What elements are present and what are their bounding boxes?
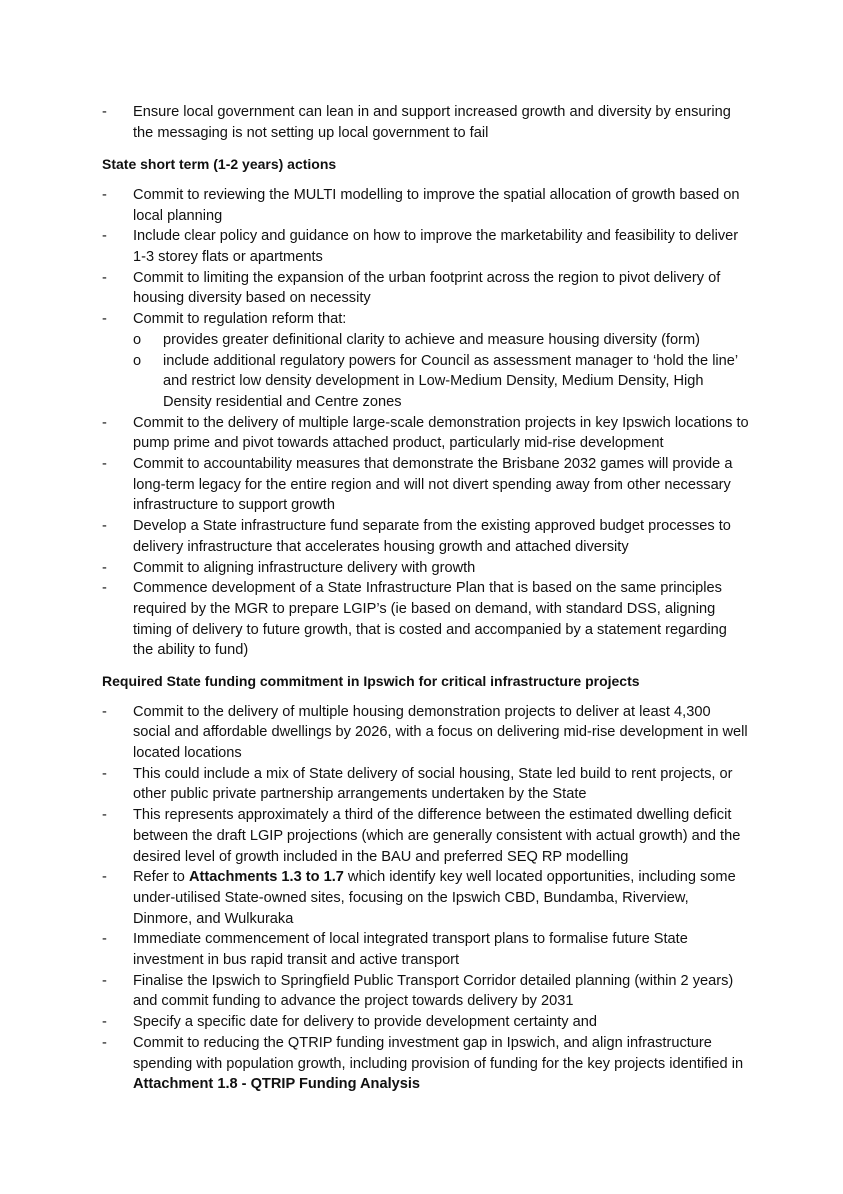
dash-bullet: - <box>102 228 107 245</box>
dash-bullet: - <box>102 972 107 989</box>
list-item-text: Commit to accountability measures that demonstrate the Brisbane 2032 games will provide a long-term legacy for the entire region and will not divert spending away from other necessary infrastructure to support growth <box>133 456 733 514</box>
short-term-actions-list <box>102 185 750 661</box>
list-item <box>102 309 750 413</box>
section-heading-funding: Required State funding commitment in Ipswich for critical infrastructure projects <box>102 673 640 690</box>
list-item-text: This could include a mix of State delivery of social housing, State led build to rent projects, or other public private partnership arrangements undertaken by the State <box>133 765 733 803</box>
list-item <box>102 516 750 557</box>
circle-bullet: o <box>133 352 142 369</box>
list-item <box>102 102 750 143</box>
list-item <box>102 454 750 516</box>
list-item <box>102 268 750 309</box>
list-item-text: Commit to reviewing the MULTI modelling to improve the spatial allocation of growth based on local planning <box>133 186 740 224</box>
document-page <box>102 100 750 1095</box>
list-item <box>102 413 750 454</box>
dash-bullet: - <box>102 1034 107 1051</box>
qtrip-attachment-reference: Attachment 1.8 - QTRIP Funding Analysis <box>133 1076 421 1093</box>
dash-bullet: - <box>102 559 107 576</box>
list-item-text: This represents approximately a third of the difference between the estimated dwelling deficit between the draft LGIP projections (which are generally consistent with actual growth) and the desired level of growth included in the BAU and preferred SEQ RP modelling <box>133 807 741 865</box>
dash-bullet: - <box>102 807 107 824</box>
list-item <box>102 702 750 764</box>
dash-bullet: - <box>102 869 107 886</box>
list-item-text: Commit to limiting the expansion of the urban footprint across the region to pivot delivery of housing diversity based on necessity <box>133 269 721 307</box>
list-item-text: Commence development of a State Infrastructure Plan that is based on the same principles required by the MGR to prepare LGIP’s (ie based on demand, with standard DSS, aligning timing of delivery to future growth, that is costed and accompanied by a statement regarding the ability to fund) <box>133 580 727 659</box>
sub-list-item <box>133 330 750 351</box>
list-item <box>102 226 750 267</box>
list-item <box>102 1012 750 1033</box>
dash-bullet: - <box>102 414 107 431</box>
dash-bullet: - <box>102 311 107 328</box>
list-item-text: Include clear policy and guidance on how to improve the marketability and feasibility to deliver 1-3 storey flats or apartments <box>133 228 739 266</box>
dash-bullet: - <box>102 765 107 782</box>
list-item <box>102 1033 750 1095</box>
dash-bullet: - <box>102 580 107 597</box>
list-item-text: Commit to the delivery of multiple housing demonstration projects to deliver at least 4,300 social and affordable dwellings by 2026, with a focus on delivering mid-rise development in well located locations <box>133 703 748 761</box>
dash-bullet: - <box>102 269 107 286</box>
list-item-text: Immediate commencement of local integrated transport plans to formalise future State investment in bus rapid transit and active transport <box>133 931 688 969</box>
regulation-sub-list <box>133 330 750 413</box>
list-item <box>102 558 750 579</box>
dash-bullet: - <box>102 186 107 203</box>
sub-list-item-text: include additional regulatory powers for Council as assessment manager to ‘hold the line’ and restrict low density development in Low-Medium Density, Medium Density, High Density residential and Centre zones <box>163 352 738 410</box>
list-item-text: Commit to the delivery of multiple large-scale demonstration projects in key Ipswich locations to pump prime and pivot towards attached product, particularly mid-rise development <box>133 414 749 452</box>
list-item <box>102 805 750 867</box>
attachments-text-prefix: Refer to <box>133 869 189 886</box>
list-item-text: Commit to aligning infrastructure delivery with growth <box>133 559 476 576</box>
dash-bullet: - <box>102 703 107 720</box>
circle-bullet: o <box>133 331 142 348</box>
dash-bullet: - <box>102 518 107 535</box>
list-item <box>102 929 750 970</box>
dash-bullet: - <box>102 931 107 948</box>
list-item-text: Develop a State infrastructure fund separate from the existing approved budget processes to delivery infrastructure that accelerates housing growth and attached diversity <box>133 518 731 555</box>
list-item <box>102 578 750 661</box>
funding-commitments-list <box>102 702 750 1095</box>
list-item-text: Ensure local government can lean in and support increased growth and diversity by ensuring the messaging is not setting up local government to fail <box>133 104 731 141</box>
list-item <box>102 867 750 929</box>
dash-bullet: - <box>102 1014 107 1031</box>
section-heading-short-term: State short term (1-2 years) actions <box>102 156 337 173</box>
attachments-reference: Attachments 1.3 to 1.7 <box>188 869 344 886</box>
list-item-text: Commit to regulation reform that: <box>133 311 347 328</box>
dash-bullet: - <box>102 456 107 473</box>
list-item-text: Finalise the Ipswich to Springfield Public Transport Corridor detailed planning (within 2 years) and commit funding to advance the project towards delivery by 2031 <box>133 972 734 1010</box>
list-item <box>102 971 750 1012</box>
sub-list-item-text: provides greater definitional clarity to achieve and measure housing diversity (form) <box>163 331 700 348</box>
list-item-text: Specify a specific date for delivery to provide development certainty and <box>133 1014 598 1031</box>
qtrip-text-prefix: Commit to reducing the QTRIP funding investment gap in Ipswich, and align infrastructure spending with population growth, including provision of funding for the key projects identified in <box>133 1034 744 1072</box>
list-item <box>102 764 750 805</box>
intro-list <box>102 102 750 143</box>
attachments-text-suffix: which identify key well located opportunities, including some under-utilised State-owned sites, focusing on the Ipswich CBD, Bundamba, Riverview, Dinmore, and Wulkuraka <box>133 869 736 927</box>
list-item <box>102 185 750 226</box>
dash-bullet: - <box>102 104 107 120</box>
sub-list-item <box>133 351 750 413</box>
